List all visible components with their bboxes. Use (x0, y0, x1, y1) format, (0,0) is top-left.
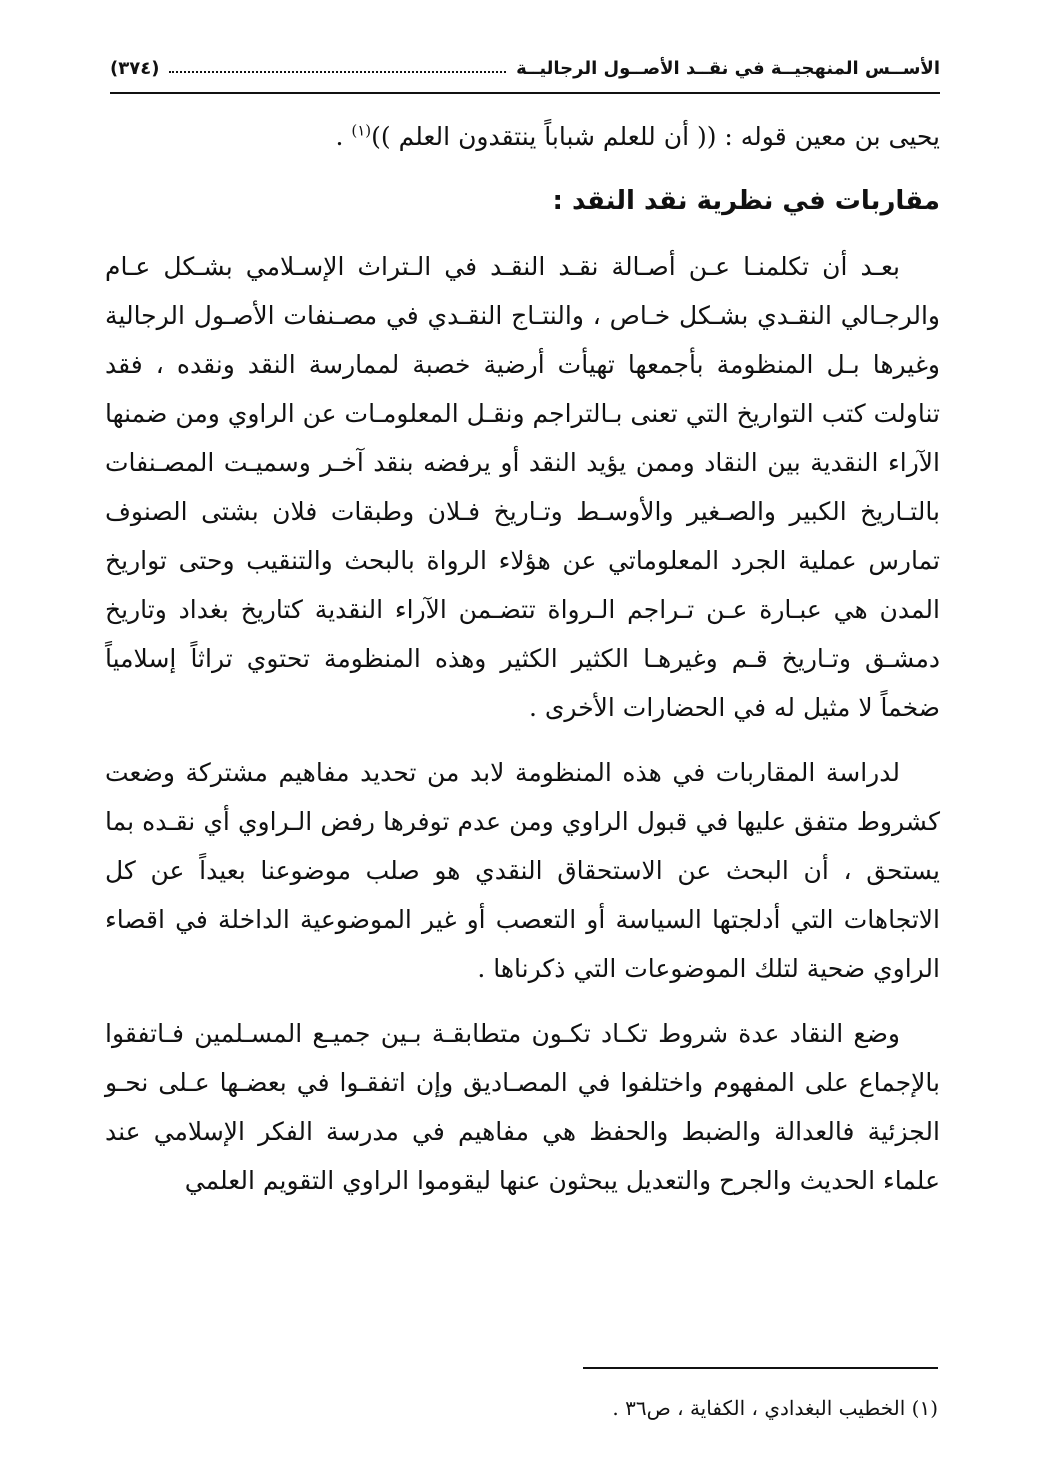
main-content (105, 112, 940, 1221)
quote-end: . (335, 122, 352, 151)
footnote-rule (583, 1367, 938, 1369)
header-title: الأســس المنهجيــة في نقــد الأصــول الرجاليــة (516, 57, 940, 79)
quote-line (105, 112, 940, 161)
running-header (110, 48, 940, 88)
footnote: (١) الخطيب البغدادي ، الكفاية ، ص٣٦ . (612, 1396, 938, 1420)
paragraph-2: لدراسة المقاربات في هذه المنظومة لابد من تحديد مفاهيم مشتركة وضعت كشروط متفق عليها في قبول الراوي ومن عدم توفرها رفض الـراوي أي نقـده بما يستحق ، أن البحث عن الاستحقاق النقدي هو صلب موضوعنا بعيداً عن كل الاتجاهات التي أدلجتها السياسة أو التعصب أو غير الموضوعية الداخلة في اقصاء الراوي ضحية لتلك الموضوعات التي ذكرناها . (105, 758, 940, 983)
section-heading: مقاربات في نظرية نقد النقد : (552, 186, 940, 216)
page-number: (٣٧٤) (110, 57, 160, 79)
paragraph-3: وضع النقاد عدة شروط تكـاد تكـون متطابقـة بـين جميـع المسـلمين فـاتفقوا بالإجماع على المفهوم واختلفوا في المصـاديق وإن اتفقـوا في بعضـها عـلى نحـو الجزئية فالعدالة والضبط والحفظ هي مفاهيم في مدرسة الفكر الإسلامي عند علماء الحديث والجرح والتعديل يبحثون عنها ليقوموا الراوي التقويم العلمي (105, 1019, 940, 1195)
header-rule (110, 92, 940, 94)
header-leader-dots (169, 71, 506, 73)
footnote-marker[interactable]: (١) (351, 121, 372, 140)
quote-text: يحيى بن معين قوله : (( أن للعلم شباباً ينتقدون العلم )) (371, 122, 940, 151)
paragraph-1: بعـد أن تكلمنـا عـن أصـالة نقـد النقـد في الـتراث الإسـلامي بشـكل عـام والرجـالي النقـدي بشـكل خـاص ، والنتـاج النقـدي في مصـنفات الأصـول الرجالية وغيرها بـل المنظومة بأجمعها تهيأت أرضية خصبة لممارسة النقد ونقده ، فقد تناولت كتب التواريخ التي تعنى بـالتراجم ونقـل المعلومـات عن الراوي ومن ضمنها الآراء النقدية بين النقاد وممن يؤيد النقد أو يرفضه بنقد آخـر وسميـت المصـنفات بالتـاريخ الكبير والصـغير والأوسـط وتـاريخ فـلان وطبقات فلان بشتى الصنوف تمارس عملية الجرد المعلوماتي عن هؤلاء الرواة بالبحث والتنقيب وحتى تواريخ المدن هي عبـارة عـن تـراجم الـرواة تتضـمن الآراء النقدية كتاريخ بغداد وتاريخ دمشـق وتـاريخ قـم وغيرهـا الكثير الكثير وهذه المنظومة تحتوي تراثاً إسلامياً ضخماً لا مثيل له في الحضارات الأخرى . (105, 252, 940, 722)
